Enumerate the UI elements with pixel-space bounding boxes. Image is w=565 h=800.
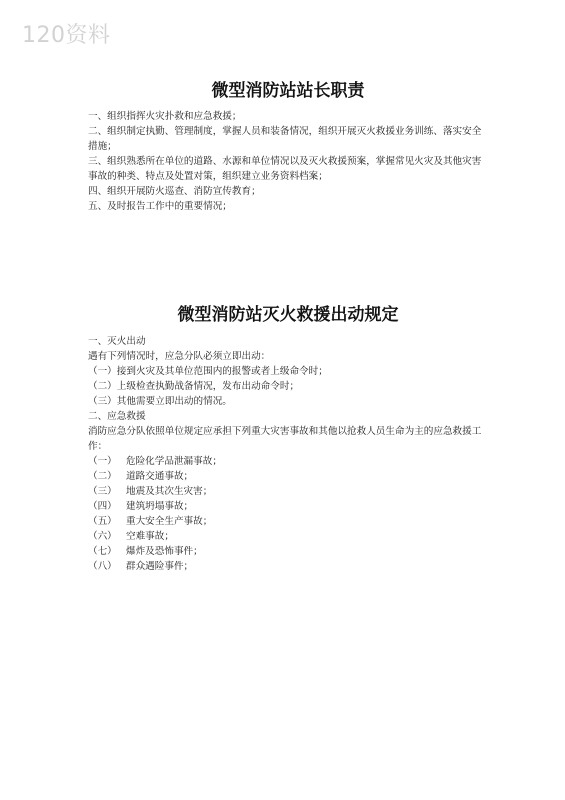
list-item [88,514,488,529]
duty-line: 四、组织开展防火巡查、消防宣传教育； [88,186,261,197]
list-number: （五） [88,516,117,527]
list-item [88,544,488,559]
list-text: 危险化学品泄漏事故； [126,456,222,467]
list-text: 重大安全生产事故； [126,516,213,527]
list-number: （三） [88,486,117,497]
list-text: 空难事故； [126,531,174,542]
paragraph: 遇有下列情况时，应急分队必须立即出动： [88,351,271,362]
list-item: （二）上级检查执勤战备情况，发布出动命令时； [88,381,300,392]
list-number: （六） [88,531,117,542]
list-number: （一） [88,456,117,467]
section-title: 微型消防站灭火救援出动规定 [177,305,399,325]
list-number: （四） [88,501,117,512]
list-text: 地震及其次生灾害； [126,486,213,497]
subheading: 二、应急救援 [88,411,146,422]
duty-line: 三、组织熟悉所在单位的道路、水源和单位情况以及灭火救援预案，掌握常见火灾及其他灾害事故的种类、特点及处置对策，组织建立业务资料档案； [88,156,482,182]
list-item [88,559,488,574]
section-station-chief-duties [88,76,488,214]
section-dispatch-rules [88,300,488,574]
subheading: 一、灭火出动 [88,336,146,347]
list-item: （三）其他需要立即出动的情况。 [88,396,232,407]
list-number: （二） [88,471,117,482]
list-item [88,484,488,499]
duty-line: 一、组织指挥火灾扑救和应急救援； [88,111,242,122]
duty-line: 二、组织制定执勤、管理制度，掌握人员和装备情况，组织开展灭火救援业务训练、落实安全措施； [88,126,482,152]
list-text: 建筑坍塌事故； [126,501,194,512]
paragraph: 消防应急分队依照单位规定应承担下列重大灾害事故和其他以抢救人员生命为主的应急救援工作： [88,426,482,452]
list-number: （八） [88,561,117,572]
list-number: （七） [88,546,117,557]
list-item [88,469,488,484]
list-item [88,454,488,469]
watermark: 120资料 [22,23,111,48]
list-item: （一）接到火灾及其单位范围内的报警或者上级命令时； [88,366,328,377]
list-item [88,529,488,544]
section-title: 微型消防站站长职责 [211,81,365,101]
duty-line: 五、及时报告工作中的重要情况； [88,201,232,212]
document-page [88,76,488,572]
list-text: 群众遇险事件； [126,561,194,572]
list-text: 爆炸及恐怖事件； [126,546,203,557]
list-item [88,499,488,514]
list-text: 道路交通事故； [126,471,194,482]
